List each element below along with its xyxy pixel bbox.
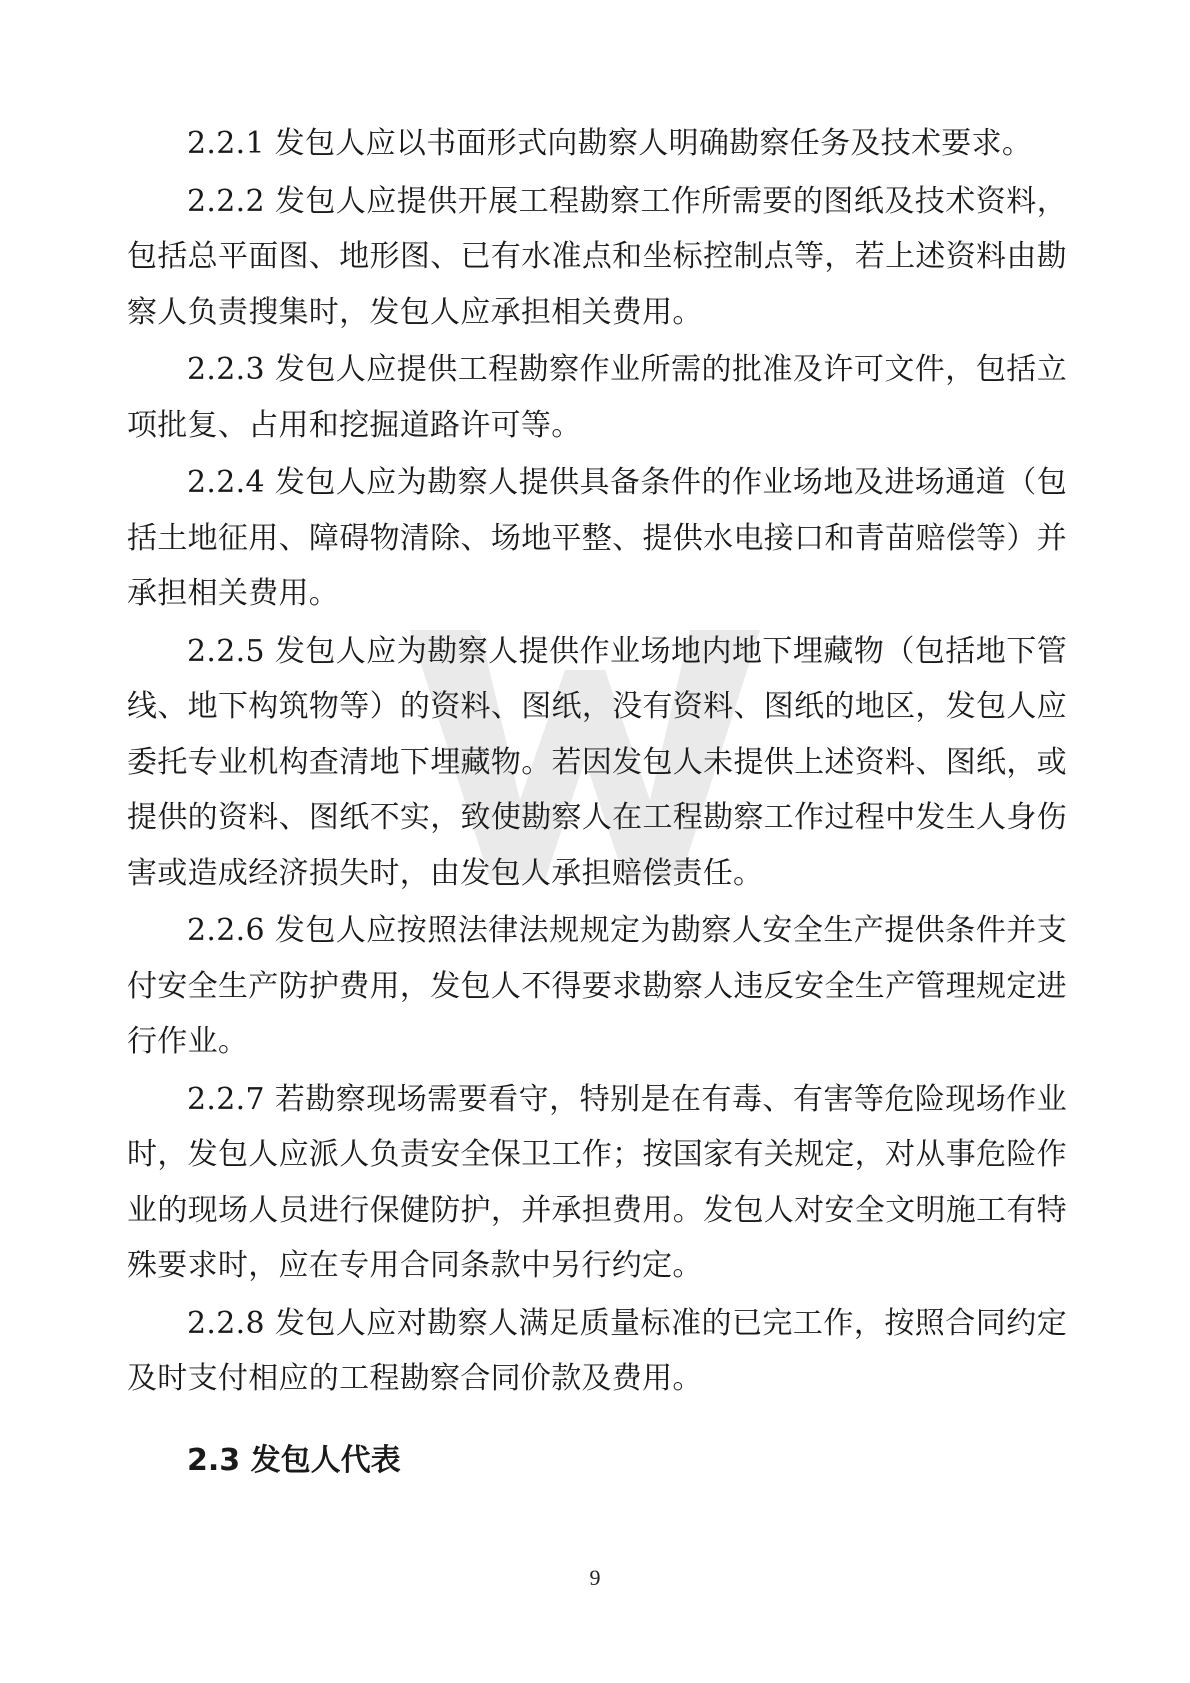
clause-2-2-5: 2.2.5 发包人应为勘察人提供作业场地内地下埋藏物（包括地下管线、地下构筑物等）的资料、图纸，没有资料、图纸的地区，发包人应委托专业机构查清地下埋藏物。若因发包人未提供上述资料、图纸，或提供的资料、图纸不实，致使勘察人在工程勘察工作过程中发生人身伤害或造成经济损失时，由发包人承担赔偿责任。 xyxy=(127,633,1067,891)
section-heading-2-3: 2.3 发包人代表 xyxy=(187,1442,401,1478)
document-body xyxy=(127,116,1067,1488)
clause-2-2-7: 2.2.7 若勘察现场需要看守，特别是在有毒、有害等危险现场作业时，发包人应派人负责安全保卫工作；按国家有关规定，对从事危险作业的现场人员进行保健防护，并承担费用。发包人对安全文明施工有特殊要求时，应在专用合同条款中另行约定。 xyxy=(127,1081,1067,1283)
clause-2-2-1: 2.2.1 发包人应以书面形式向勘察人明确勘察任务及技术要求。 xyxy=(187,126,1033,161)
clause-2-2-2: 2.2.2 发包人应提供开展工程勘察工作所需要的图纸及技术资料，包括总平面图、地形图、已有水准点和坐标控制点等，若上述资料由勘察人负责搜集时，发包人应承担相关费用。 xyxy=(127,183,1067,330)
clause-2-2-4: 2.2.4 发包人应为勘察人提供具备条件的作业场地及进场通道（包括土地征用、障碍物清除、场地平整、提供水电接口和青苗赔偿等）并承担相关费用。 xyxy=(127,465,1067,611)
clause-2-2-6: 2.2.6 发包人应按照法律法规规定为勘察人安全生产提供条件并支付安全生产防护费用，发包人不得要求勘察人违反安全生产管理规定进行作业。 xyxy=(127,913,1067,1059)
clause-2-2-8: 2.2.8 发包人应对勘察人满足质量标准的已完工作，按照合同约定及时支付相应的工程勘察合同价款及费用。 xyxy=(127,1305,1067,1396)
page-number: 9 xyxy=(589,1565,601,1590)
clause-2-2-3: 2.2.3 发包人应提供工程勘察作业所需的批准及许可文件，包括立项批复、占用和挖掘道路许可等。 xyxy=(127,352,1067,443)
